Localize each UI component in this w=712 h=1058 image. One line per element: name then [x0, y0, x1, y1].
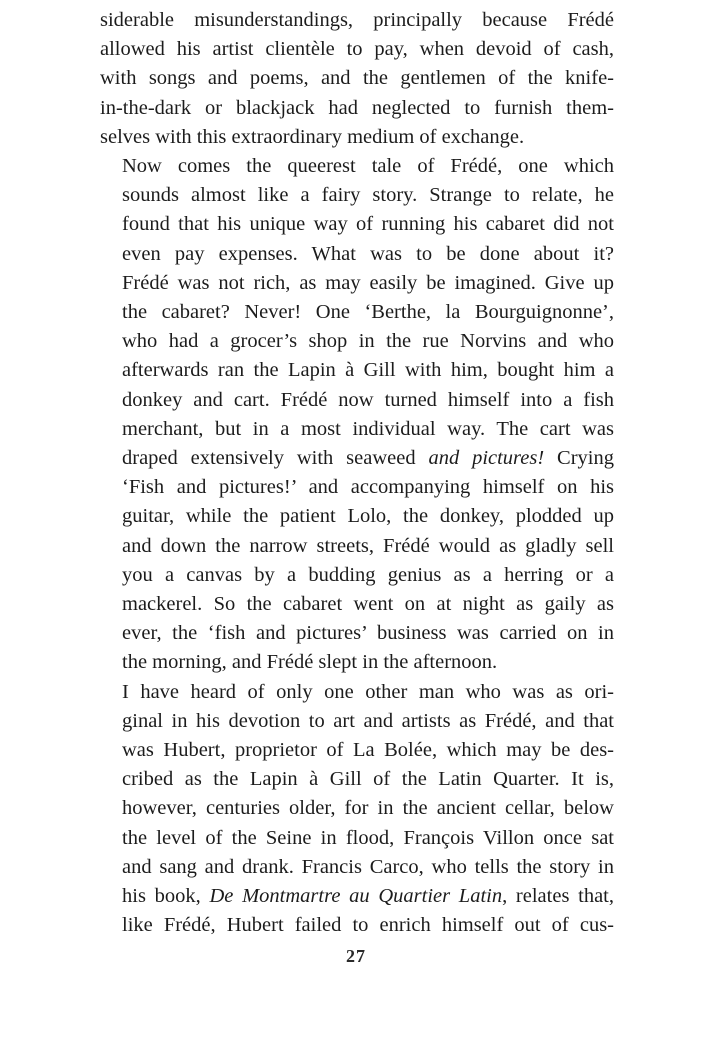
- text-line: in-the-dark or blackjack had neglected to furnish them-: [100, 96, 614, 119]
- text-line: and sang and drank. Francis Carco, who tells the story in: [122, 855, 614, 878]
- text-line: like Frédé, Hubert failed to enrich himself out of cus-: [122, 914, 614, 937]
- text-line: his book, De Montmartre au Quartier Latin, relates that,: [122, 885, 614, 908]
- book-page: [100, 6, 614, 941]
- paragraph-1: [100, 6, 614, 152]
- text-line: allowed his artist clientèle to pay, when devoid of cash,: [100, 38, 614, 61]
- text-line: sounds almost like a fairy story. Strange to relate, he: [122, 184, 614, 207]
- text-line: donkey and cart. Frédé now turned himself into a fish: [122, 388, 614, 411]
- text-line: the morning, and Frédé slept in the afternoon.: [122, 651, 498, 674]
- text-line: was Hubert, proprietor of La Bolée, which may be des-: [122, 739, 614, 762]
- text-line: you a canvas by a budding genius as a herring or a: [122, 563, 614, 586]
- text-line: the cabaret? Never! One ‘Berthe, la Bourguignonne’,: [122, 301, 614, 324]
- text-line: ever, the ‘fish and pictures’ business was carried on in: [122, 622, 614, 645]
- page-number: 27: [346, 946, 366, 966]
- text-line: draped extensively with seaweed and pictures! Crying: [122, 447, 614, 470]
- text-line: mackerel. So the cabaret went on at night as gaily as: [122, 593, 614, 616]
- text-line: ginal in his devotion to art and artists as Frédé, and that: [122, 709, 614, 732]
- text-line: Frédé was not rich, as may easily be imagined. Give up: [122, 271, 614, 294]
- paragraph-2: [100, 152, 614, 678]
- text-line: with songs and poems, and the gentlemen of the knife-: [100, 67, 614, 90]
- text-line: I have heard of only one other man who was as ori-: [122, 680, 614, 703]
- text-line: and down the narrow streets, Frédé would as gladly sell: [122, 534, 614, 557]
- text-line: the level of the Seine in flood, François Villon once sat: [122, 826, 614, 849]
- text-line: Now comes the queerest tale of Frédé, one which: [122, 155, 614, 178]
- text-line: selves with this extraordinary medium of exchange.: [100, 125, 525, 148]
- text-line: however, centuries older, for in the ancient cellar, below: [122, 797, 614, 820]
- paragraph-3: [100, 678, 614, 941]
- text-line: siderable misunderstandings, principally because Frédé: [100, 9, 614, 31]
- text-line: ‘Fish and pictures!’ and accompanying himself on his: [122, 476, 614, 499]
- text-line: guitar, while the patient Lolo, the donkey, plodded up: [122, 505, 614, 528]
- text-line: even pay expenses. What was to be done about it?: [122, 242, 614, 265]
- text-line: found that his unique way of running his cabaret did not: [122, 213, 614, 236]
- text-line: cribed as the Lapin à Gill of the Latin Quarter. It is,: [122, 768, 614, 791]
- text-line: who had a grocer’s shop in the rue Norvins and who: [122, 330, 614, 353]
- text-line: merchant, but in a most individual way. The cart was: [122, 417, 614, 440]
- text-line: afterwards ran the Lapin à Gill with him, bought him a: [122, 359, 614, 382]
